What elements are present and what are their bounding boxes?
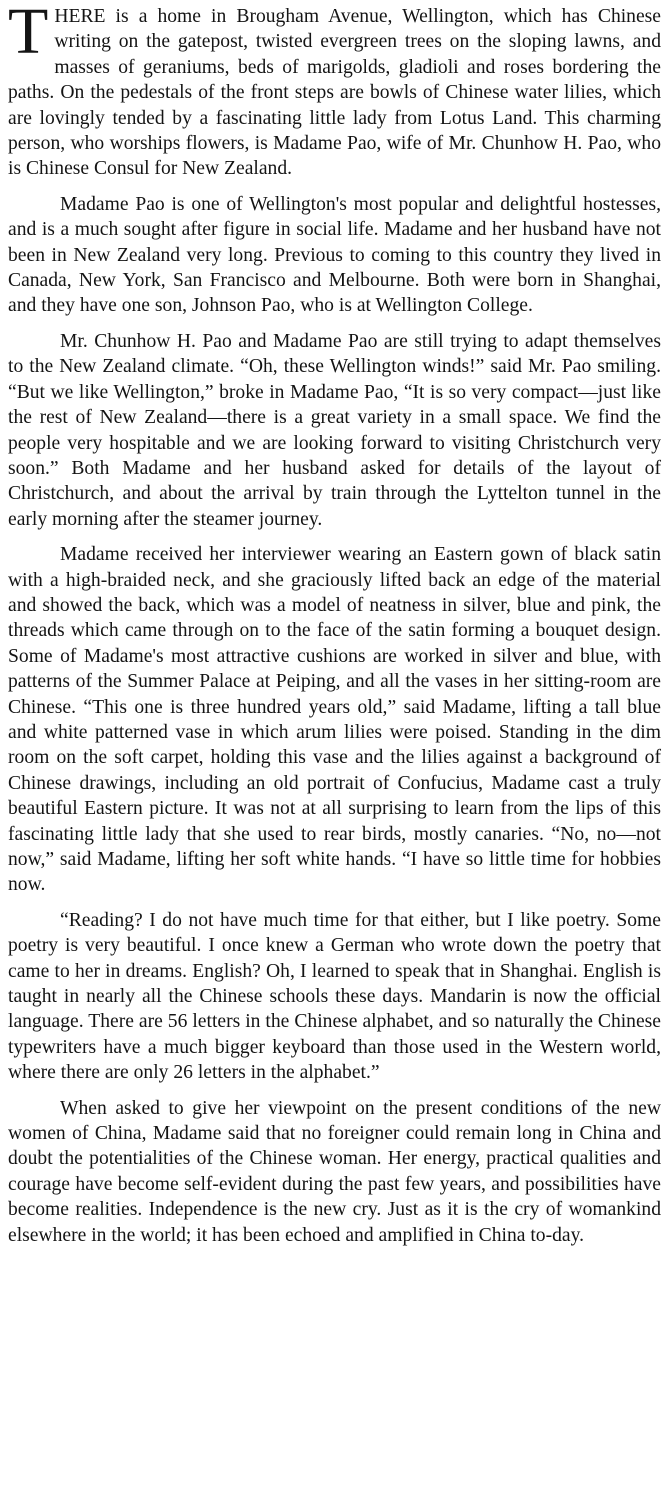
article-paragraph-2: Madame Pao is one of Wellington's most popular and delightful hostesses, and is a much sought after figure in social life. Madame and her husband have not been in New Zealand very long. Previous to coming to this country they lived in Canada, New York, San Francisco and Melbourne. Both were born in Shanghai, and they have one son, Johnson Pao, who is at Wellington College.: [8, 193, 661, 317]
article-paragraph-5: “Reading? I do not have much time for that either, but I like poetry. Some poetry is very beautiful. I once knew a German who wrote down the poetry that came to her in dreams. English? Oh, I learned to speak that in Shanghai. English is taught in nearly all the Chinese schools these days. Mandarin is now the official language. There are 56 letters in the Chinese alphabet, and so naturally the Chinese typewriters have a much bigger keyboard than those used in the Western world, where there are only 26 letters in the alphabet.”: [8, 909, 661, 1084]
article-paragraph-6: When asked to give her viewpoint on the present conditions of the new women of China, Madame said that no foreigner could remain long in China and doubt the potentialities of the Chinese woman. Her energy, practical qualities and courage have become self-evident during the past few years, and possibilities have become realities. Independence is the new cry. Just as it is the cry of womankind elsewhere in the world; it has been echoed and amplified in China to-day.: [8, 1097, 661, 1246]
article-paragraph-1: [8, 0, 661, 182]
paragraph-text: HERE is a home in Brougham Avenue, Wellington, which has Chinese writing on the gatepost, twisted evergreen trees on the sloping lawns, and masses of geraniums, beds of marigolds, gladioli and roses bordering the paths. On the pedestals of the front steps are bowls of Chinese water lilies, which are lovingly tended by a fascinating little lady from Lotus Land. This charming person, who worships flowers, is Madame Pao, wife of Mr. Chunhow H. Pao, who is Chinese Consul for New Zealand.: [8, 6, 661, 180]
article-paragraph-4: Madame received her interviewer wearing an Eastern gown of black satin with a high-braided neck, and she graciously lifted back an edge of the material and showed the back, which was a model of neatness in silver, blue and pink, the threads which came through on to the face of the satin forming a bouquet design. Some of Madame's most attractive cushions are worked in silver and blue, with patterns of the Summer Palace at Peiping, and all the vases in her sitting-room are Chinese. “This one is three hundred years old,” said Madame, lifting a tall blue and white patterned vase in which arum lilies were poised. Standing in the dim room on the soft carpet, holding this vase and the lilies against a background of Chinese drawings, including an old portrait of Confucius, Madame cast a truly beautiful Eastern picture. It was not at all surprising to learn from the lips of this fascinating little lady that she used to rear birds, mostly canaries. “No, no—not now,” said Madame, lifting her soft white hands. “I have so little time for hobbies now.: [8, 544, 661, 896]
drop-cap-letter: T: [8, 0, 49, 68]
article-paragraph-3: Mr. Chunhow H. Pao and Madame Pao are still trying to adapt themselves to the New Zealand climate. “Oh, these Wellington winds!” said Mr. Pao smiling. “But we like Wellington,” broke in Madame Pao, “It is so very compact—just like the rest of New Zealand—there is a great variety in a small space. We find the people very hospitable and we are looking forward to visiting Christchurch very soon.” Both Madame and her husband asked for details of the layout of Christchurch, and about the arrival by train through the Lyttelton tunnel in the early morning after the steamer journey.: [8, 330, 661, 530]
